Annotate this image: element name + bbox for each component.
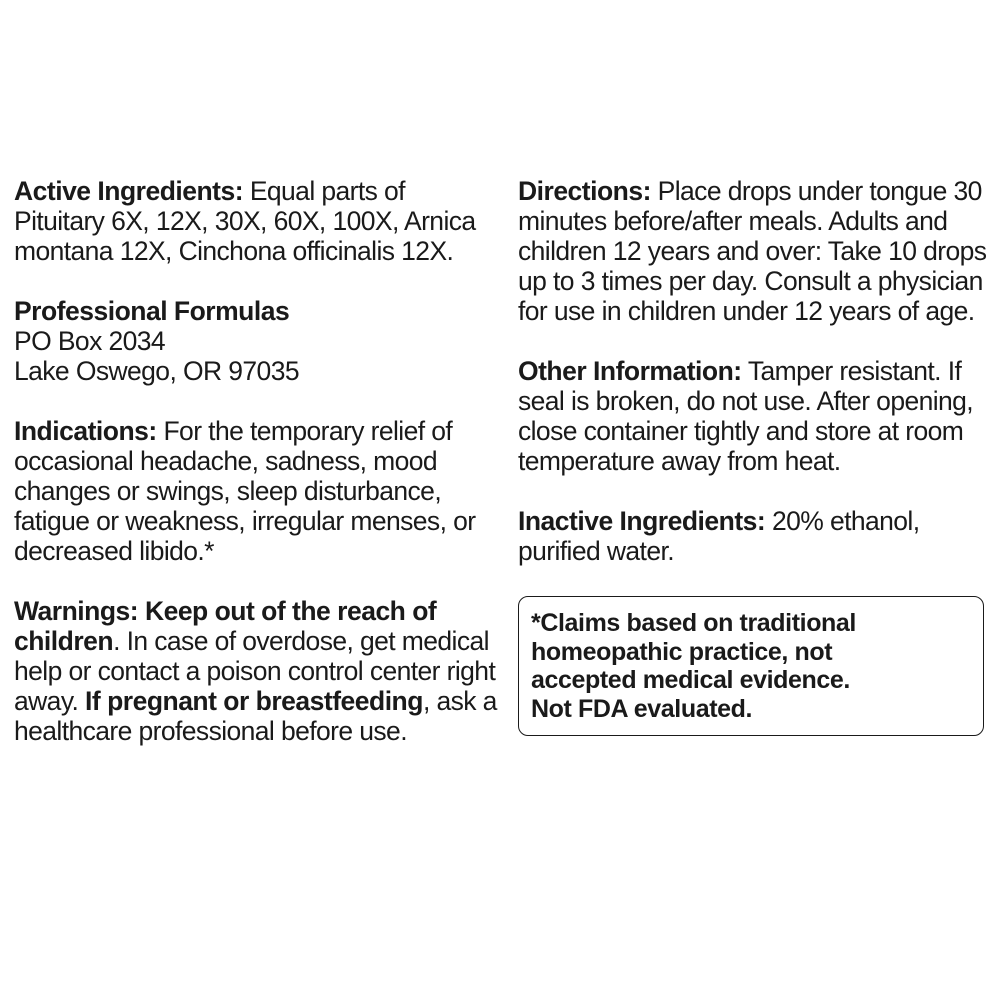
- active-ingredients-text: Equal parts of Pituitary 6X, 12X, 30X, 60X, 100X, Arnica montana 12X, Cinchona officinalis 12X.: [14, 176, 476, 266]
- warnings-pregnant-text: If pregnant or breastfeeding: [85, 686, 423, 716]
- other-information-text: Tamper resistant. If seal is broken, do not use. After opening, close container tightly and store at room temperature away from heat.: [518, 356, 974, 476]
- manufacturer-name: [14, 296, 502, 326]
- manufacturer-name-text: Professional Formulas: [14, 296, 290, 326]
- claims-notice-text: *Claims based on traditional homeopathic practice, not accepted medical evidence. Not FDA evaluated.: [531, 609, 856, 724]
- directions-label: Directions:: [518, 176, 651, 206]
- directions-text: Place drops under tongue 30 minutes before/after meals. Adults and children 12 years and over: Take 10 drops up to 3 times per day. Consult a physician for use in children under 12 years of age.: [518, 176, 987, 326]
- right-column: [518, 176, 988, 736]
- inactive-ingredients-section: [518, 506, 988, 566]
- other-information-section: [518, 356, 988, 476]
- claims-notice-box: [518, 596, 984, 736]
- warnings-healthcare-text: , ask a healthcare professional before use.: [14, 686, 497, 746]
- left-column: [14, 176, 502, 776]
- indications-paragraph: [14, 416, 502, 566]
- address-line-1: PO Box 2034: [14, 326, 166, 356]
- directions-paragraph: [518, 176, 988, 326]
- directions-section: [518, 176, 988, 326]
- indications-text: For the temporary relief of occasional headache, sadness, mood changes or swings, sleep disturbance, fatigue or weakness, irregular menses, or decreased libido.*: [14, 416, 476, 566]
- inactive-ingredients-paragraph: [518, 506, 988, 566]
- active-ingredients-section: [14, 176, 502, 266]
- active-ingredients-label: Active Ingredients:: [14, 176, 244, 206]
- inactive-ingredients-text: 20% ethanol, purified water.: [518, 506, 920, 566]
- indications-label: Indications:: [14, 416, 157, 446]
- indications-section: [14, 416, 502, 566]
- manufacturer-section: [14, 296, 502, 386]
- warnings-label: Warnings:: [14, 596, 139, 626]
- inactive-ingredients-label: Inactive Ingredients:: [518, 506, 766, 536]
- active-ingredients-paragraph: [14, 176, 502, 266]
- warnings-keep-out-text: Keep out of the reach of children: [14, 596, 437, 656]
- other-information-paragraph: [518, 356, 988, 476]
- address-line-2: Lake Oswego, OR 97035: [14, 356, 299, 386]
- warnings-paragraph: [14, 596, 502, 746]
- other-information-label: Other Information:: [518, 356, 742, 386]
- warnings-section: [14, 596, 502, 746]
- warnings-overdose-text: . In case of overdose, get medical help or contact a poison control center right away.: [14, 626, 496, 716]
